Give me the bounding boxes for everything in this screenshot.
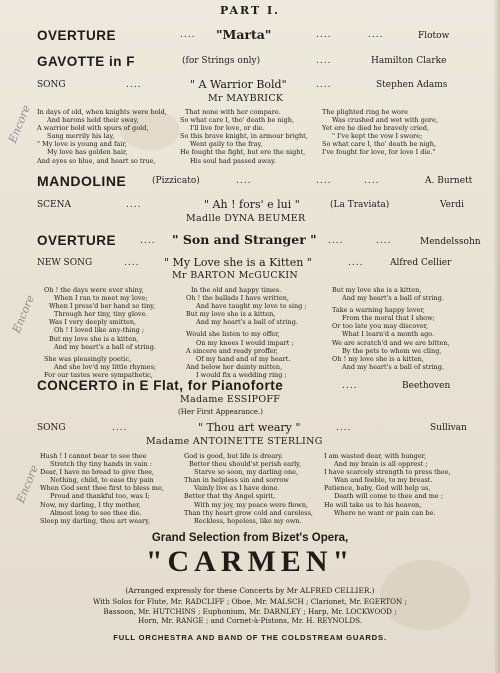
handwritten-encore: Encore xyxy=(14,463,41,505)
gavotte-note: (for Strings only) xyxy=(182,56,261,66)
dots: .... xyxy=(126,200,142,210)
dots: .... xyxy=(316,176,332,186)
overture2-composer: Mendelssohn xyxy=(420,237,481,247)
song-piece: " A Warrior Bold" xyxy=(190,78,287,91)
lyrics-col-2: That none with her compare. So what care I, tho' death be nigh, I'll live for love, or die. So this brave knight, in armour bright, Went gaily to the fray, He fought the fight, but ere the night, His soul had passed away. xyxy=(180,108,308,165)
lyrics-col-2: God is good, but life is dreary. Better thou should'st perish early, Starve so soon, my darling one, Than in helpless sin and sorrow Vainly live as I have done. Better that thy Angel spirit, With my joy, my peace were flown, Than thy heart grow cold and careless, Reckless, hopeless, like my own. xyxy=(184,452,313,525)
song-composer: Stephen Adams xyxy=(376,80,448,90)
lyrics-col-3: I am wasted dear, with hunger, And my brain is all opprest ; I have scarcely strength to press thee, Wan and feeble, to my breast. Patience, baby, God will help us, Death will come to thee and me ; He will take us to his heaven, Where no want or pain can be. xyxy=(324,452,451,517)
lyrics-col-1: Oh ! the days were ever shiny, When I ran to meet my love; When I press'd her hand so tiny, Through her tiny, tiny glove. Was I very deeply smitten, Oh ! I loved like any-thing ; But my love she is a kitten, And my heart's a ball of string. She was pleasingly poetic, And she lov'd my little rhymes; For our tastes were sympathetic, xyxy=(44,286,156,379)
dots: .... xyxy=(112,423,128,433)
overture-piece: "Marta" xyxy=(216,27,272,42)
song2-performer: Madame ANTOINETTE STERLING xyxy=(146,436,323,447)
part-heading: PART I. xyxy=(220,4,280,17)
mandoline-note: (Pizzicato) xyxy=(152,176,200,186)
song2-piece: " Thou art weary " xyxy=(198,421,301,434)
lyrics-col-3: But my love she is a kitten, And my heart's a ball of string. Take a warning happy lover, From the moral that I show; Or too late you may discover, What I learn'd a month ago. We are scratch'd and we are bitten, By the pets to whom we cling, Oh ! my love she is a kitten, And my heart's a ball of string. xyxy=(332,286,450,371)
band-credit: FULL ORCHESTRA AND BAND OF THE COLDSTREAM GUARDS. xyxy=(113,633,387,642)
dots: .... xyxy=(236,176,252,186)
lyrics-col-1: Hush ! I cannot bear to see thee Stretch thy tiny hands in vain : Dear, I have no bread to give thee, Nothing, child, to ease thy pain When God sent thee first to bless me, Proud and thankful too, was I; Now, my darling, I thy mother, Almost long to see thee die. Sleep my darling, thou art weary, xyxy=(40,452,164,525)
dots: .... xyxy=(180,30,196,40)
song-performer: Mr MAYBRICK xyxy=(208,93,284,104)
arranged-note: (Arranged expressly for these Concerts by Mr ALFRED CELLIER.) xyxy=(125,586,375,595)
opera-title: "CARMEN" xyxy=(145,545,355,578)
concerto-performer: Madame ESSIPOFF xyxy=(180,394,281,405)
scena-composer: Verdi xyxy=(440,200,464,210)
newsong-performer: Mr BARTON McGUCKIN xyxy=(172,270,299,281)
mandoline-title: MANDOLINE xyxy=(37,173,127,189)
song2-composer: Sullivan xyxy=(430,423,467,433)
soloist-credits: With Solos for Flute, Mr. RADCLIFF ; Oboe, Mr. MALSCH ; Clarionet, Mr. EGERTON ; Bassoon, Mr. HUTCHINS ; Euphonium, Mr. DARNLEY ; Harp, Mr. LOCKWOOD ; Horn, Mr. RANGE ; and Cornet-à-Pistons, Mr. H. REYNOLDS. xyxy=(92,597,408,626)
dots: .... xyxy=(376,236,392,246)
dots: .... xyxy=(316,30,332,40)
scena-piece: " Ah ! fors' e lui " xyxy=(204,198,300,211)
dots: .... xyxy=(348,258,364,268)
overture2-piece: " Son and Stranger " xyxy=(172,232,317,247)
concerto-title: CONCERTO in E Flat, for Pianoforte xyxy=(37,378,284,393)
overture-title: OVERTURE xyxy=(37,28,117,43)
grand-selection-heading: Grand Selection from Bizet's Opera, xyxy=(151,532,349,544)
handwritten-encore: Encore xyxy=(6,103,33,145)
gavotte-composer: Hamilton Clarke xyxy=(371,56,447,66)
overture-composer: Flotow xyxy=(418,31,450,41)
concerto-note: (Her First Appearance.) xyxy=(178,408,264,416)
gavotte-title: GAVOTTE in F xyxy=(37,54,135,69)
overture2-title: OVERTURE xyxy=(37,233,117,248)
mandoline-composer: A. Burnett xyxy=(425,176,473,186)
dots: .... xyxy=(328,236,344,246)
lyrics-col-2: In the old and happy times. Oh ! the ballads I have written, And have taught my love to sing ; But my love she is a kitten, And my heart's a ball of string. Would she listen to my offer, On my knees I would impart ; A sincere and ready proffer, Of my hand and of my heart. And below her dainty mitten, I would fix a wedding ring ; xyxy=(186,286,307,379)
dots: .... xyxy=(316,80,332,90)
dots: .... xyxy=(364,176,380,186)
song-label: SONG xyxy=(37,80,66,90)
dots: .... xyxy=(126,80,142,90)
dots: .... xyxy=(336,423,352,433)
dots: .... xyxy=(368,30,384,40)
handwritten-encore: Encore xyxy=(10,293,37,335)
newsong-piece: " My Love she is a Kitten " xyxy=(164,256,312,269)
scena-performer: Madlle DYNA BEUMER xyxy=(186,213,306,224)
scena-note: (La Traviata) xyxy=(330,200,390,210)
lyrics-col-3: The plighted ring he wore Was crushed and wet with gore, Yet ere he died he bravely cried, " I've kept the vow I swore; So what care I, tho' death be nigh, I've fought for love, for love I die." xyxy=(322,108,438,157)
song2-label: SONG xyxy=(37,423,66,433)
concerto-composer: Beethoven xyxy=(402,381,451,391)
lyrics-col-1: In days of old, when knights were bold, And barons held their sway, A warrior bold with spurs of gold, Sang merrily his lay, " My love is young and fair, My love has golden hair, And eyes so blue, and heart so true, xyxy=(37,108,167,165)
newsong-label: NEW SONG xyxy=(37,258,93,268)
newsong-composer: Alfred Cellier xyxy=(390,258,452,268)
dots: .... xyxy=(124,258,140,268)
dots: .... xyxy=(140,236,156,246)
scena-label: SCENA xyxy=(37,200,71,210)
dots: .... xyxy=(316,56,332,66)
dots: .... xyxy=(342,381,358,391)
